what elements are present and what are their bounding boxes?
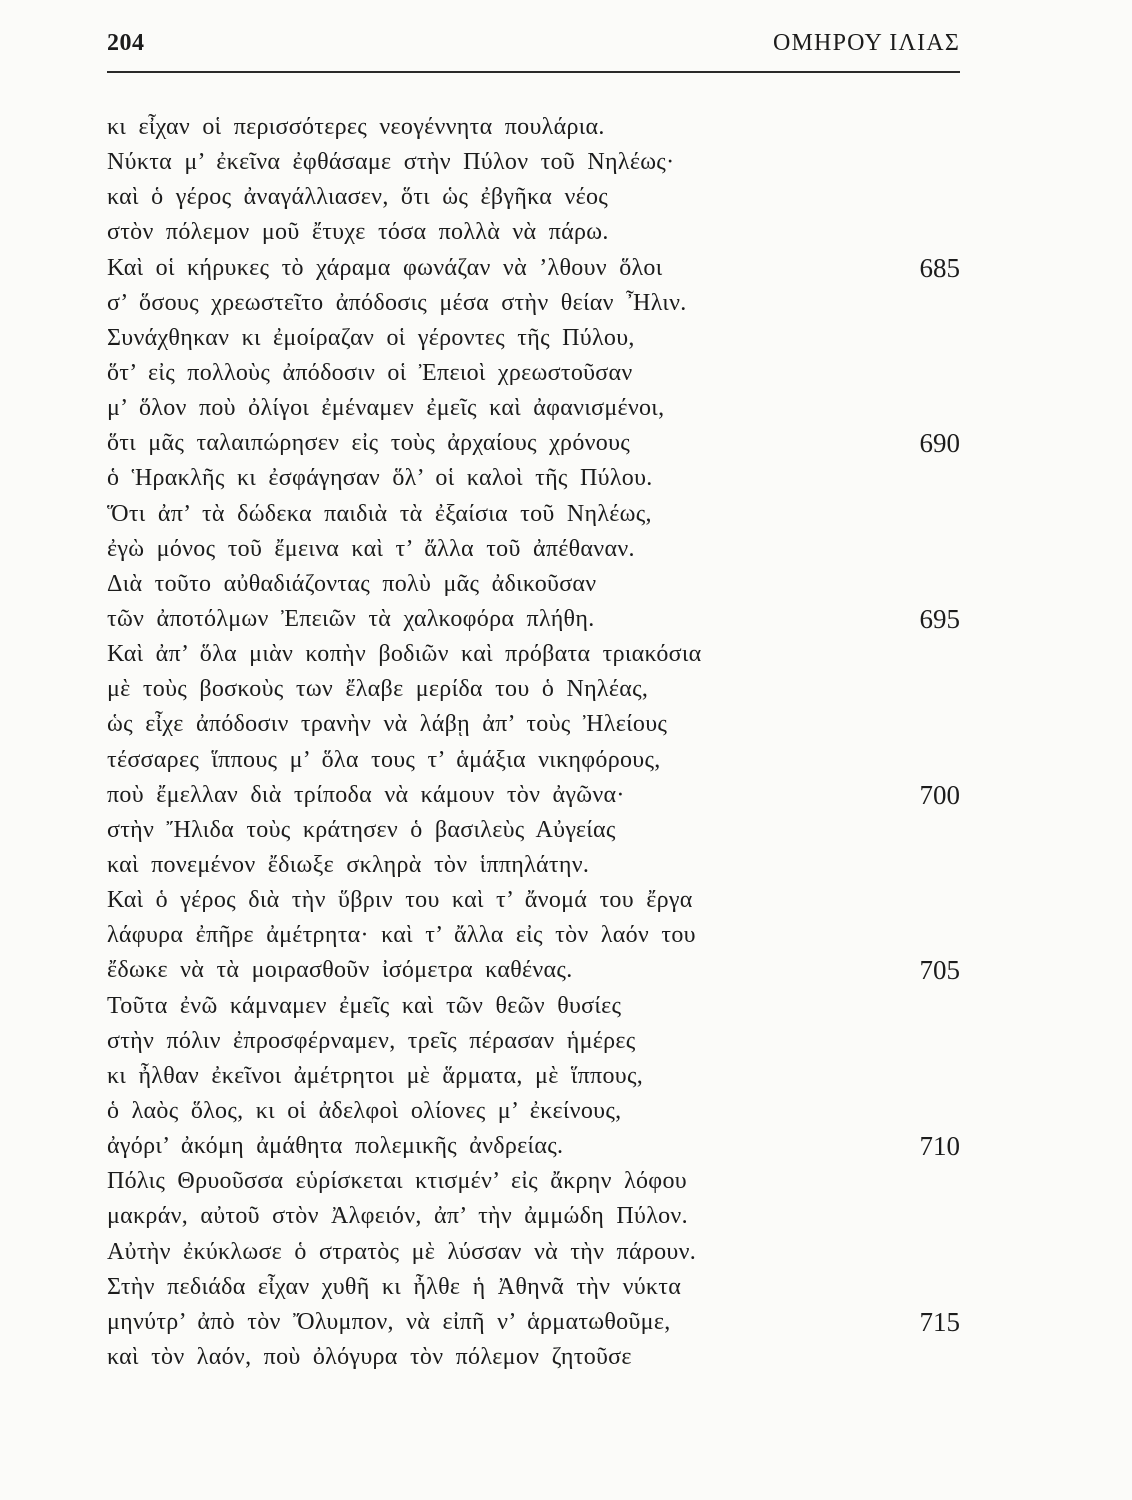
verse-text: καὶ ὁ γέρος ἀναγάλλιασεν, ὅτι ὡς ἐβγῆκα νέος xyxy=(107,184,609,211)
verse-text: σ’ ὅσους χρεωστεῖτο ἀπόδοσις μέσα στὴν θείαν Ἦλιν. xyxy=(107,289,687,316)
verse-line xyxy=(107,953,960,988)
verse-text: μακράν, αὐτοῦ στὸν Ἀλφειόν, ἀπ’ τὴν ἀμμώδη Πύλον. xyxy=(107,1203,688,1230)
verse-line xyxy=(107,848,960,883)
verse-text: Διὰ τοῦτο αὐθαδιάζοντας πολὺ μᾶς ἀδικοῦσαν xyxy=(107,570,597,597)
verse-text: Στὴν πεδιάδα εἶχαν χυθῆ κι ἦλθε ἡ Ἀθηνᾶ τὴν νύκτα xyxy=(107,1273,682,1300)
verse-line xyxy=(107,883,960,918)
line-number: 700 xyxy=(919,779,960,810)
verse-text: Νύκτα μ’ ἐκεῖνα ἐφθάσαμε στὴν Πύλον τοῦ Νηλέως· xyxy=(107,149,675,176)
verse-line xyxy=(107,426,960,461)
verse-line xyxy=(107,813,960,848)
line-number: 705 xyxy=(919,955,960,986)
verse-line xyxy=(107,1024,960,1059)
verse-line xyxy=(107,461,960,496)
verse-text: μὲ τοὺς βοσκοὺς των ἔλαβε μερίδα του ὁ Νηλέας, xyxy=(107,676,649,703)
verse-line xyxy=(107,251,960,286)
verse-line xyxy=(107,110,960,145)
verse-text: Καὶ ἀπ’ ὅλα μιὰν κοπὴν βοδιῶν καὶ πρόβατα τριακόσια xyxy=(107,641,702,668)
running-title: ΟΜΗΡΟΥ ΙΛΙΑΣ xyxy=(772,30,960,56)
verse-text: ὁ λαὸς ὅλος, κι οἱ ἀδελφοὶ ολίονες μ’ ἐκείνους, xyxy=(107,1097,622,1124)
verse-text: ποὺ ἔμελλαν διὰ τρίποδα νὰ κάμουν τὸν ἀγῶνα· xyxy=(107,781,625,808)
line-number: 715 xyxy=(919,1306,960,1337)
verse-text: ὅτι μᾶς ταλαιπώρησεν εἰς τοὺς ἀρχαίους χρόνους xyxy=(107,430,631,457)
verse-line xyxy=(107,286,960,321)
page-header xyxy=(107,30,960,64)
verse-text: ὁ Ἡρακλῆς κι ἐσφάγησαν ὅλ’ οἱ καλοὶ τῆς Πύλου. xyxy=(107,465,653,492)
line-number: 695 xyxy=(919,603,960,634)
verse-line xyxy=(107,1129,960,1164)
verse-line xyxy=(107,989,960,1024)
verse-text: καὶ πονεμένον ἔδιωξε σκληρὰ τὸν ἱππηλάτην. xyxy=(107,851,590,878)
verse-text: λάφυρα ἐπῆρε ἀμέτρητα· καὶ τ’ ἄλλα εἰς τὸν λαόν του xyxy=(107,922,696,949)
verse-line xyxy=(107,532,960,567)
verse-text: ἀγόρι’ ἀκόμη ἀμάθητα πολεμικῆς ἀνδρείας. xyxy=(107,1133,564,1160)
page-number: 204 xyxy=(107,30,145,56)
verse-text: στὸν πόλεμον μοῦ ἔτυχε τόσα πολλὰ νὰ πάρω. xyxy=(107,219,609,246)
verse-text: Καὶ ὁ γέρος διὰ τὴν ὕβριν του καὶ τ’ ἄνομά του ἔργα xyxy=(107,887,693,914)
verse-line xyxy=(107,391,960,426)
verse-text: ἔδωκε νὰ τὰ μοιρασθοῦν ἰσόμετρα καθένας. xyxy=(107,957,573,984)
verse-text: ὡς εἶχε ἀπόδοσιν τρανὴν νὰ λάβῃ ἀπ’ τοὺς Ἠλείους xyxy=(107,711,668,738)
verse-line xyxy=(107,778,960,813)
verse-text: Πόλις Θρυοῦσσα εὑρίσκεται κτισμέν’ εἰς ἄκρην λόφου xyxy=(107,1168,687,1195)
verse-text: ὅτ’ εἰς πολλοὺς ἀπόδοσιν οἱ Ἐπειοὶ χρεωστοῦσαν xyxy=(107,359,633,386)
verse-line xyxy=(107,918,960,953)
verse-line xyxy=(107,356,960,391)
verse-line xyxy=(107,321,960,356)
verse-text: μ’ ὅλον ποὺ ὀλίγοι ἐμέναμεν ἐμεῖς καὶ ἀφανισμένοι, xyxy=(107,395,665,422)
verse-line xyxy=(107,215,960,250)
verse-line xyxy=(107,1094,960,1129)
verse-line xyxy=(107,497,960,532)
verse-text: Ὅτι ἀπ’ τὰ δώδεκα παιδιὰ τὰ ἐξαίσια τοῦ Νηλέως, xyxy=(107,500,652,527)
line-number: 710 xyxy=(919,1131,960,1162)
verse-line xyxy=(107,1235,960,1270)
verse-line xyxy=(107,180,960,215)
verse-text: τέσσαρες ἵππους μ’ ὅλα τους τ’ ἁμάξια νικηφόρους, xyxy=(107,746,661,773)
verse-line xyxy=(107,1340,960,1375)
verse-line xyxy=(107,743,960,778)
header-rule xyxy=(107,71,960,73)
verse-line xyxy=(107,1164,960,1199)
line-number: 690 xyxy=(919,428,960,459)
verse-block xyxy=(107,110,960,1375)
verse-line xyxy=(107,707,960,742)
verse-text: Συνάχθηκαν κι ἐμοίραζαν οἱ γέροντες τῆς Πύλου, xyxy=(107,324,635,351)
verse-text: κι ἦλθαν ἐκεῖνοι ἀμέτρητοι μὲ ἅρματα, μὲ ἵππους, xyxy=(107,1062,644,1089)
verse-line xyxy=(107,672,960,707)
verse-line xyxy=(107,1199,960,1234)
verse-text: μηνύτρ’ ἀπὸ τὸν Ὄλυμπον, νὰ εἰπῆ ν’ ἁρματωθοῦμε, xyxy=(107,1308,671,1335)
verse-text: Τοῦτα ἐνῶ κάμναμεν ἐμεῖς καὶ τῶν θεῶν θυσίες xyxy=(107,992,622,1019)
verse-line xyxy=(107,1059,960,1094)
line-number: 685 xyxy=(919,252,960,283)
verse-text: ἐγὼ μόνος τοῦ ἔμεινα καὶ τ’ ἄλλα τοῦ ἀπέθαναν. xyxy=(107,535,635,562)
verse-text: στὴν πόλιν ἐπροσφέρναμεν, τρεῖς πέρασαν ἡμέρες xyxy=(107,1027,636,1054)
verse-text: καὶ τὸν λαόν, ποὺ ὀλόγυρα τὸν πόλεμον ζητοῦσε xyxy=(107,1343,632,1370)
verse-text: στὴν Ἤλιδα τοὺς κράτησεν ὁ βασιλεὺς Αὐγείας xyxy=(107,816,616,843)
verse-text: Καὶ οἱ κήρυκες τὸ χάραμα φωνάζαν νὰ ’λθουν ὅλοι xyxy=(107,254,663,281)
verse-line xyxy=(107,637,960,672)
verse-line xyxy=(107,602,960,637)
verse-text: κι εἶχαν οἱ περισσότερες νεογέννητα πουλάρια. xyxy=(107,114,605,140)
verse-line xyxy=(107,145,960,180)
verse-line xyxy=(107,1305,960,1340)
verse-line xyxy=(107,1270,960,1305)
verse-line xyxy=(107,567,960,602)
verse-text: τῶν ἀποτόλμων Ἐπειῶν τὰ χαλκοφόρα πλήθη. xyxy=(107,605,595,632)
verse-text: Αὐτὴν ἐκύκλωσε ὁ στρατὸς μὲ λύσσαν νὰ τὴν πάρουν. xyxy=(107,1238,697,1265)
